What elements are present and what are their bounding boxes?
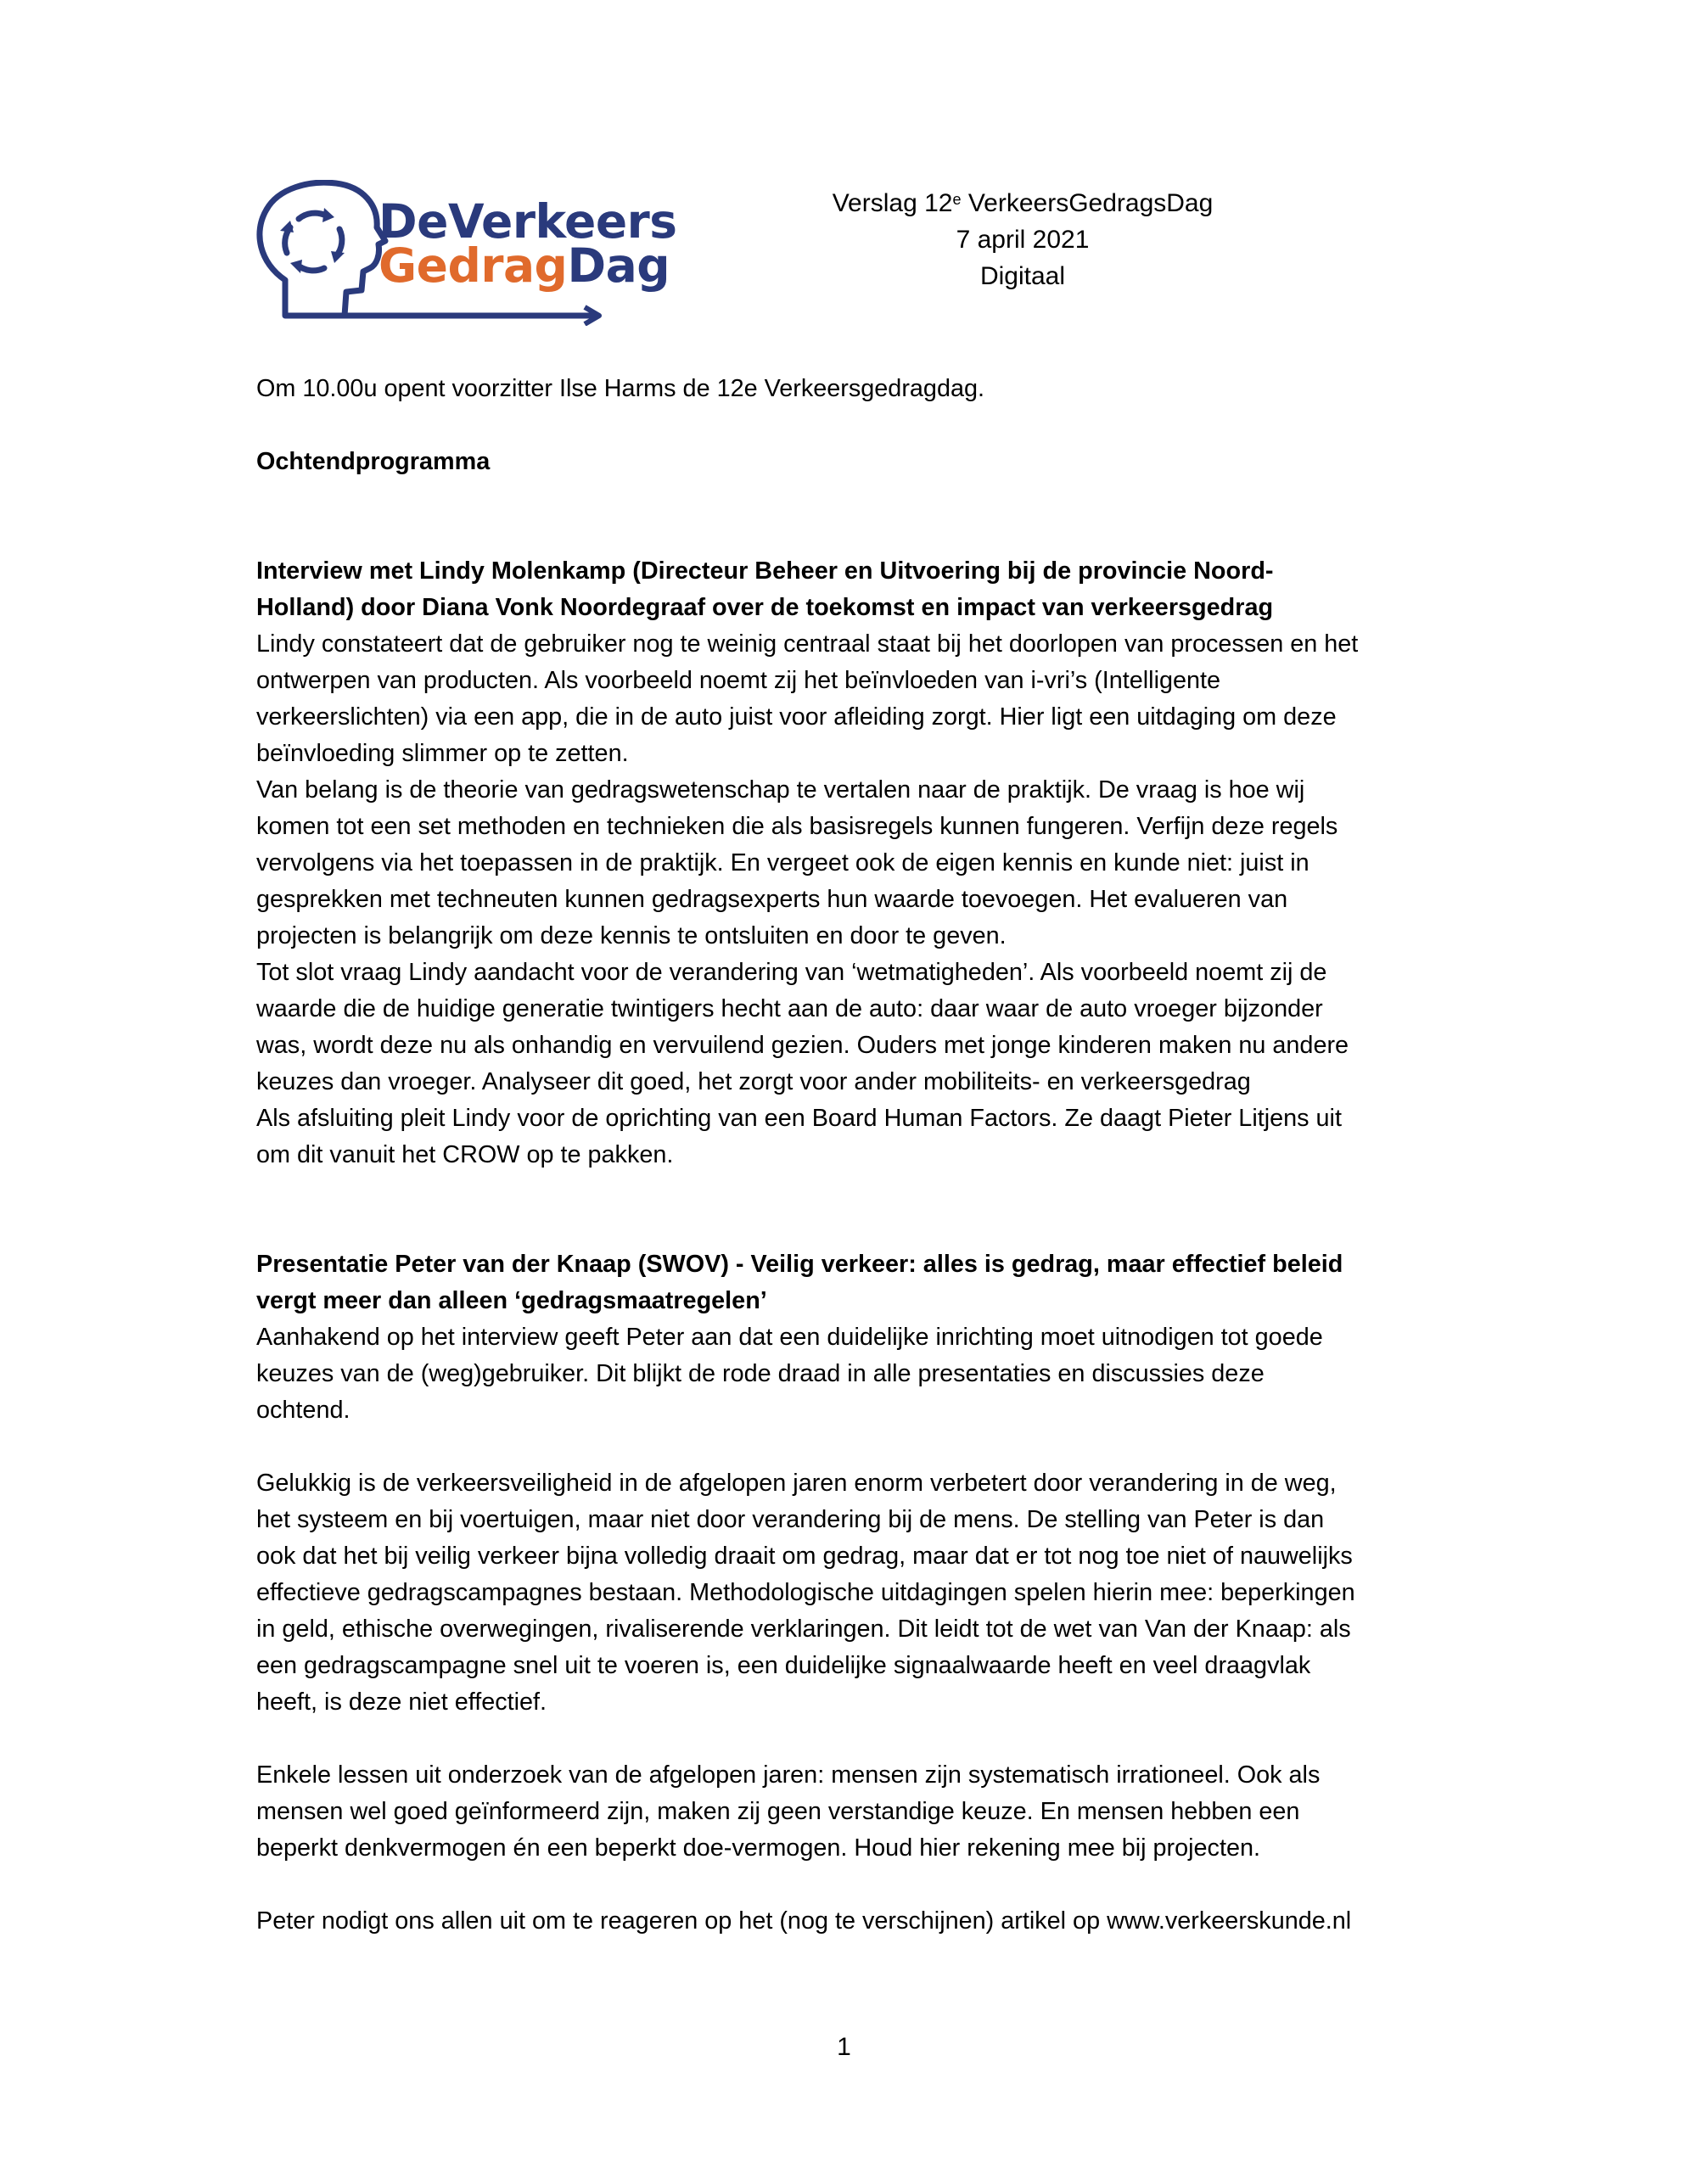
text-line: het systeem en bij voertuigen, maar niet door verandering bij de mens. De stelling van Peter is dan [256, 1506, 1325, 1533]
text-line: mensen wel goed geïnformeerd zijn, maken zij geen verstandige keuze. En mensen hebben een [256, 1798, 1300, 1825]
text-line: keuzes van de (weg)gebruiker. Dit blijkt de rode draad in alle presentaties en discussies deze [256, 1360, 1265, 1387]
text-line: beïnvloeding slimmer op te zetten. [256, 740, 629, 767]
text-line: Aanhakend op het interview geeft Peter aan dat een duidelijke inrichting moet uitnodigen tot goede [256, 1324, 1323, 1351]
text-line: ochtend. [256, 1397, 350, 1424]
text-line: Enkele lessen uit onderzoek van de afgelopen jaren: mensen zijn systematisch irrationeel. Ook als [256, 1761, 1321, 1789]
text-line: waarde die de huidige generatie twintigers hecht aan de auto: daar waar de auto vroeger bijzonder [256, 995, 1323, 1022]
text-line: Lindy constateert dat de gebruiker nog te weinig centraal staat bij het doorlopen van processen en het [256, 630, 1359, 658]
text-line: heeft, is deze niet effectief. [256, 1688, 547, 1716]
text-line: vervolgens via het toepassen in de praktijk. En vergeet ook de eigen kennis en kunde niet: juist in [256, 849, 1309, 876]
text-line: ook dat het bij veilig verkeer bijna volledig draait om gedrag, maar dat er tot nog toe niet of nauwelijks [256, 1543, 1353, 1570]
text-line: om dit vanuit het CROW op te pakken. [256, 1141, 674, 1168]
page-number: 1 [837, 2033, 851, 2061]
text-line: was, wordt deze nu als onhandig en vervuilend gezien. Ouders met jonge kinderen maken nu andere [256, 1032, 1349, 1059]
text-line: Als afsluiting pleit Lindy voor de oprichting van een Board Human Factors. Ze daagt Pieter Litjens uit [256, 1105, 1342, 1132]
text-line: ontwerpen van producten. Als voorbeeld noemt zij het beïnvloeden van i-vri’s (Intelligente [256, 667, 1221, 694]
logo-line-1: DeVerkeers [379, 194, 677, 249]
text-line: gesprekken met techneuten kunnen gedragsexperts hun waarde toevoegen. Het evalueren van [256, 886, 1288, 913]
header-title: Verslag 12e VerkeersGedragsDag [832, 189, 1214, 217]
text-line: Peter nodigt ons allen uit om te reageren op het (nog te verschijnen) artikel op www.verkeerskunde.nl [256, 1907, 1352, 1935]
interview-heading-line: Holland) door Diana Vonk Noordegraaf over de toekomst en impact van verkeersgedrag [256, 594, 1274, 621]
text-line: Tot slot vraag Lindy aandacht voor de verandering van ‘wetmatigheden’. Als voorbeeld noemt zij de [256, 959, 1327, 986]
interview-heading-line: Interview met Lindy Molenkamp (Directeur Beheer en Uitvoering bij de provincie Noord- [256, 557, 1274, 585]
document-body [256, 371, 1436, 1940]
header-format: Digitaal [979, 262, 1066, 290]
text-line: keuzes dan vroeger. Analyseer dit goed, het zorgt voor ander mobiliteits- en verkeersgedrag [256, 1068, 1251, 1095]
text-line: projecten is belangrijk om deze kennis te ontsluiten en door te geven. [256, 922, 1007, 949]
text-line: beperkt denkvermogen én een beperkt doe-vermogen. Houd hier rekening mee bij projecten. [256, 1834, 1260, 1862]
logo-line-2: GedragDag [379, 238, 670, 293]
presentation-heading-line: vergt meer dan alleen ‘gedragsmaatregelen’ [256, 1287, 767, 1314]
header-date: 7 april 2021 [956, 226, 1090, 254]
text-line: in geld, ethische overwegingen, rivaliserende verklaringen. Dit leidt tot de wet van Van der Knaap: als [256, 1616, 1351, 1643]
presentation-section [256, 1246, 1436, 1940]
logo [251, 180, 677, 326]
text-line: effectieve gedragscampagnes bestaan. Methodologische uitdagingen spelen hierin mee: beperkingen [256, 1579, 1355, 1606]
interview-section [256, 553, 1436, 1173]
intro-paragraph: Om 10.00u opent voorzitter Ilse Harms de 12e Verkeersgedragdag. [256, 375, 984, 402]
document-header [768, 185, 1277, 294]
text-line: Van belang is de theorie van gedragswetenschap te vertalen naar de praktijk. De vraag is hoe wij [256, 776, 1305, 804]
text-line: komen tot een set methoden en technieken die als basisregels kunnen fungeren. Verfijn deze regels [256, 813, 1338, 840]
presentation-heading-line: Presentatie Peter van der Knaap (SWOV) - Veilig verkeer: alles is gedrag, maar effectief beleid [256, 1251, 1343, 1278]
text-line: verkeerslichten) via een app, die in de auto juist voor afleiding zorgt. Hier ligt een uitdaging om deze [256, 703, 1337, 731]
text-line: een gedragscampagne snel uit te voeren is, een duidelijke signaalwaarde heeft en veel draagvlak [256, 1652, 1311, 1679]
text-line: Gelukkig is de verkeersveiligheid in de afgelopen jaren enorm verbetert door verandering in de weg, [256, 1470, 1337, 1497]
section-title: Ochtendprogramma [256, 448, 491, 475]
